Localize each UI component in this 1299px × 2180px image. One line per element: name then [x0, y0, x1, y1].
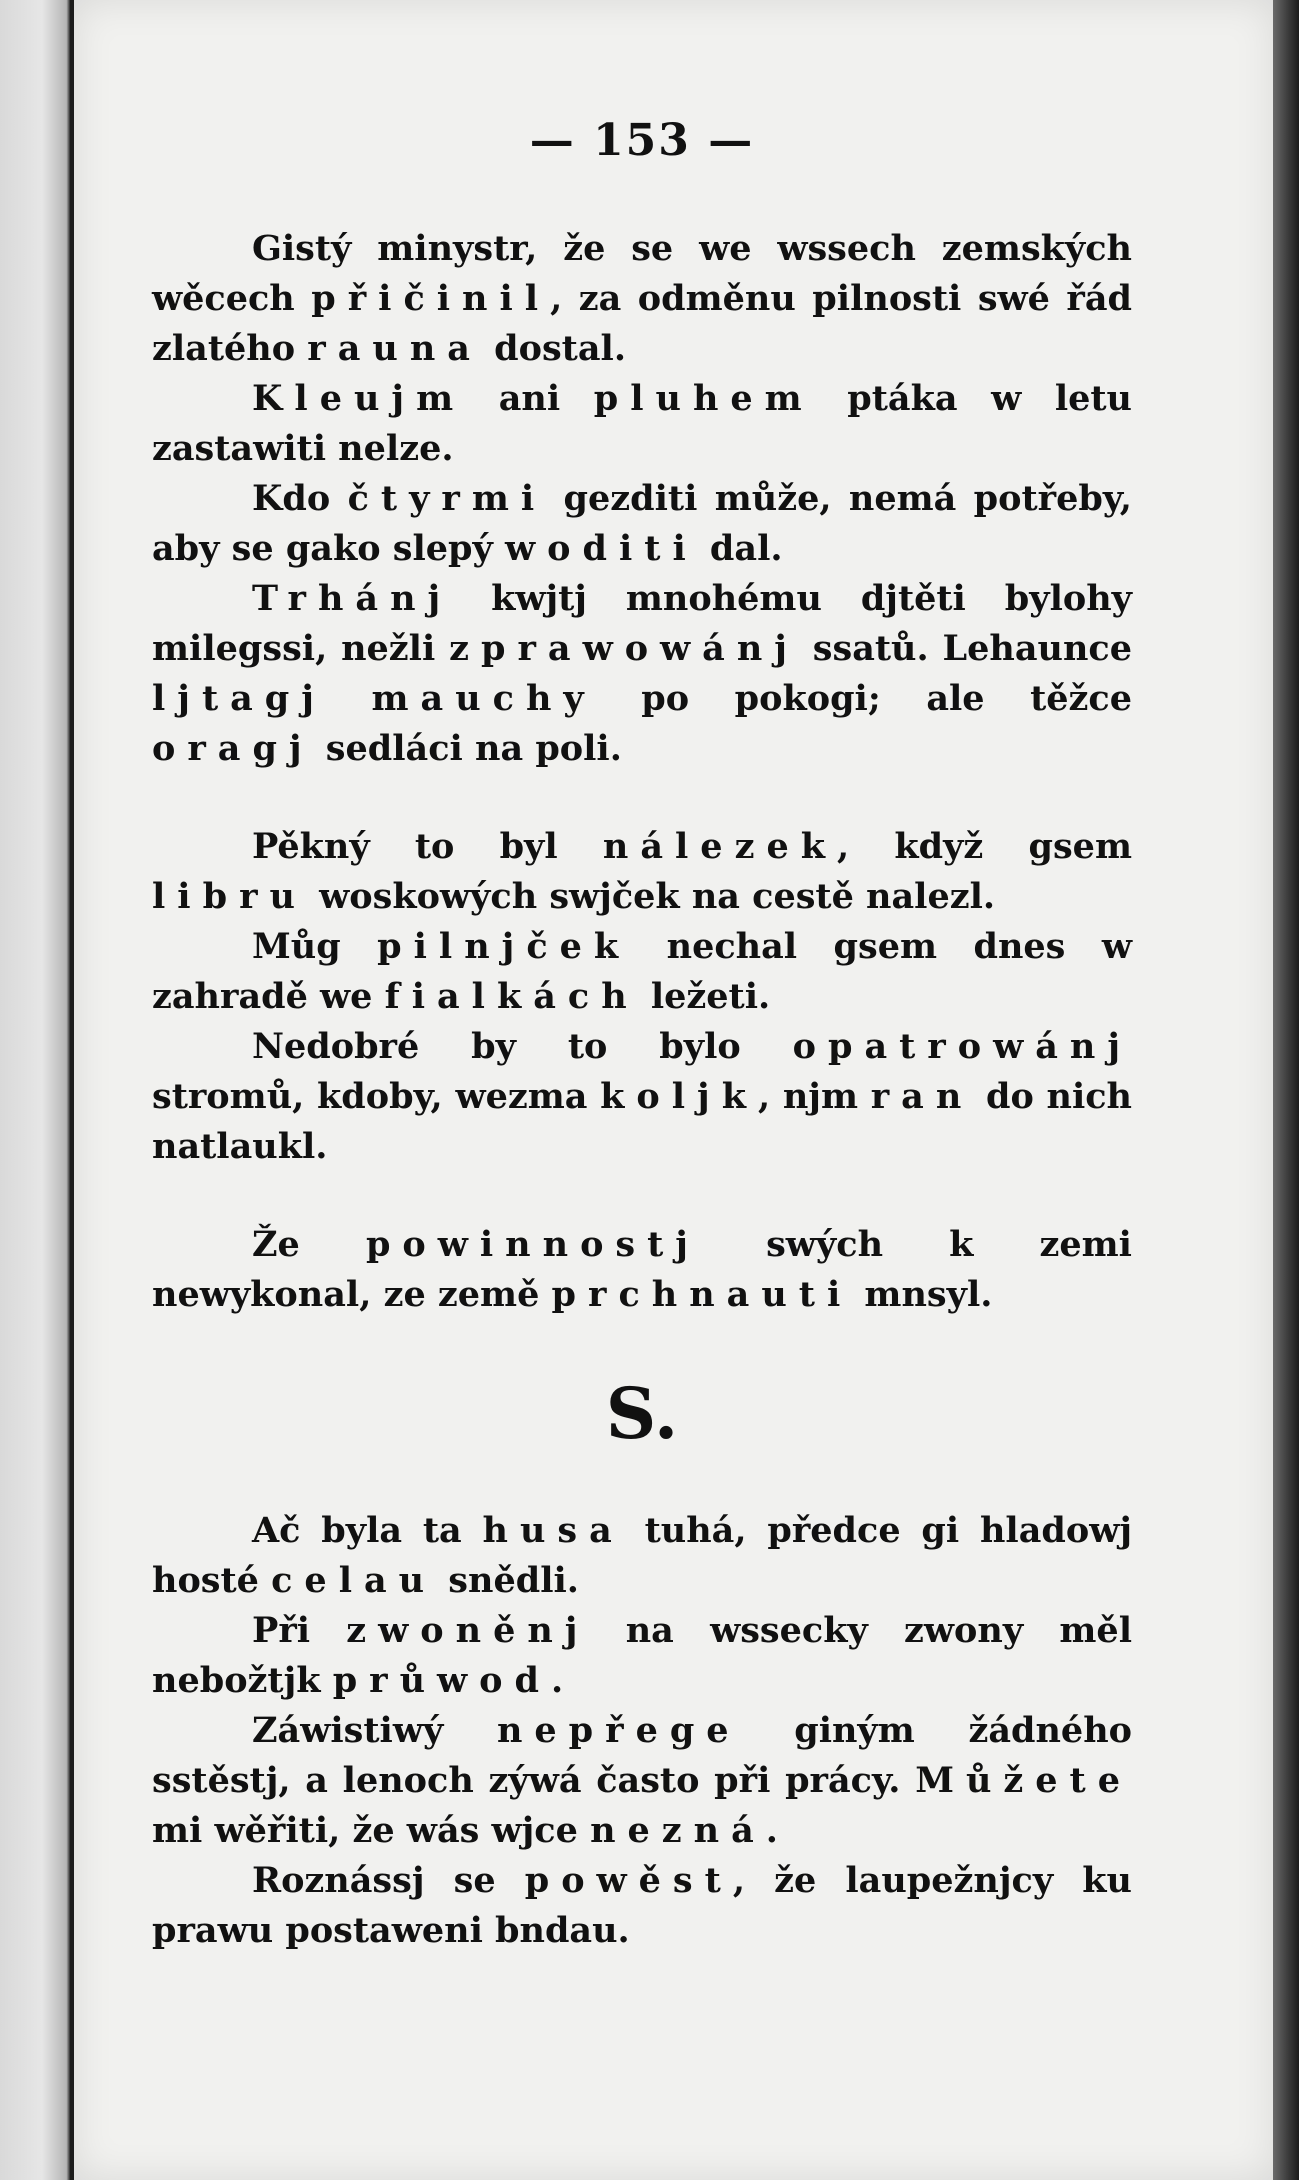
entry: Že powinnostj swých k zemi newykonal, ze země prchnauti mnsyl. [152, 1224, 1132, 1315]
entry: Gistý minystr, že se we wssech zemských wěcech přičinil, za odměnu pilnosti swé řád zlatého rauna dostal. [152, 228, 1132, 369]
entry: Můg pilnjček nechal gsem dnes w zahradě we fialkách ležeti. [152, 926, 1132, 1017]
entry: Kdo čtyrmi gezditi může, nemá potřeby, aby se gako slepý woditi dal. [152, 478, 1132, 569]
entry: Trhánj kwjtj mnohému djtěti bylohy milegssi, nežli zprawowánj ssatů. Lehaunce ljtagj mauchy po pokogi; ale těžce oragj sedláci na poli. [152, 578, 1132, 769]
adjacent-page-edge [0, 0, 70, 2180]
page-content [152, 115, 1132, 1956]
entry: Záwistiwý nepřege giným žádného sstěstj, a lenoch zýwá často při prácy. Můžete mi wěřiti, že wás wjce nezná. [152, 1710, 1132, 1851]
page-number: — 153 — [529, 115, 755, 166]
entry: Nedobré by to bylo opatrowánj stromů, kdoby, wezma koljk, njm ran do nich natlaukl. [152, 1026, 1133, 1167]
entry: Roznássj se powěst, že laupežnjcy ku prawu postaweni bndau. [152, 1860, 1132, 1951]
entry: Kleujm ani pluhem ptáka w letu zastawiti nelze. [152, 378, 1133, 469]
entry: Ač byla ta husa tuhá, předce gi hladowj hosté celau snědli. [152, 1510, 1132, 1601]
page-edge-shadow [1273, 0, 1299, 2180]
section-heading: S. [605, 1372, 679, 1455]
entry: Pěkný to byl nálezek, když gsem libru woskowých swjček na cestě nalezl. [152, 826, 1132, 917]
entry: Při zwoněnj na wssecky zwony měl nebožtjk průwod. [152, 1610, 1132, 1701]
